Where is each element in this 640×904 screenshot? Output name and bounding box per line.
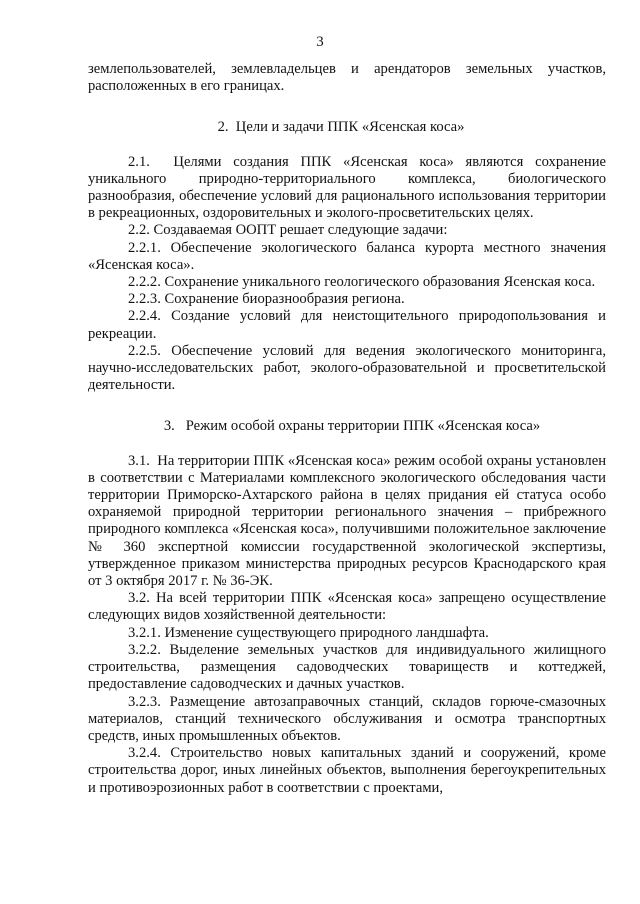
paragraph-2-2-3: 2.2.3. Сохранение биоразнообразия региона. — [128, 291, 405, 308]
paragraph-3-2-1: 3.2.1. Изменение существующего природного ландшафта. — [128, 624, 489, 641]
document-body — [88, 61, 606, 797]
paragraph-3-2-4: 3.2.4. Строительство новых капитальных зданий и сооружений, кроме строительства дорог, иных линейных объектов, выполнения берегоукрепительных и противоэрозионных работ в соответствии с проектами, — [88, 745, 606, 796]
section-2-heading: 2. Цели и задачи ППК «Ясенская коса» — [217, 119, 465, 136]
paragraph-3-2-2: 3.2.2. Выделение земельных участков для индивидуального жилищного строительства, размещения садоводческих товариществ и коттеджей, предоставление садоводческих и дачных участков. — [88, 641, 606, 693]
section-3-heading: 3. Режим особой охраны территории ППК «Ясенская коса» — [163, 418, 541, 435]
paragraph-2-2: 2.2. Создаваемая ООПТ решает следующие задачи: — [128, 222, 448, 239]
paragraph-2-2-2: 2.2.2. Сохранение уникального геологического образования Ясенская коса. — [128, 274, 596, 291]
paragraph-3-1: 3.1. На территории ППК «Ясенская коса» режим особой охраны установлен в соответствии с Материалами комплексного экологического обследования части территории Приморско-Ахтарского района в целях придания ей статуса особо охраняемой природной территории регионального значения – прибрежного природного комплекса «Ясенская коса», получившими положительное заключение № 360 экспертной комиссии государственной экологической экспертизы, утвержденное приказом министерства природных ресурсов Краснодарского края от 3 октября 2017 г. № 36-ЭК. — [88, 452, 606, 590]
intro-paragraph: землепользователей, землевладельцев и арендаторов земельных участков, расположенных в его границах. — [88, 61, 606, 95]
paragraph-2-2-4: 2.2.4. Создание условий для неистощительного природопользования и рекреации. — [88, 308, 606, 342]
paragraph-2-1: 2.1. Целями создания ППК «Ясенская коса» являются сохранение уникального природно-территориального комплекса, биологического разнообразия, обеспечение условий для рационального использования территории в рекреационных, оздоровительных и эколого-просветительских целях. — [88, 153, 606, 222]
paragraph-3-2: 3.2. На всей территории ППК «Ясенская коса» запрещено осуществление следующих видов хозяйственной деятельности: — [88, 590, 606, 624]
paragraph-2-2-5: 2.2.5. Обеспечение условий для ведения экологического мониторинга, научно-исследовательских работ, эколого-образовательной и просветительской деятельности. — [88, 342, 606, 394]
paragraph-3-2-3: 3.2.3. Размещение автозаправочных станций, складов горюче-смазочных материалов, станций технического обслуживания и осмотра транспортных средств, иных промышленных объектов. — [88, 693, 606, 744]
page-number: 3 — [316, 34, 324, 50]
paragraph-2-2-1: 2.2.1. Обеспечение экологического баланса курорта местного значения «Ясенская коса». — [88, 239, 606, 273]
